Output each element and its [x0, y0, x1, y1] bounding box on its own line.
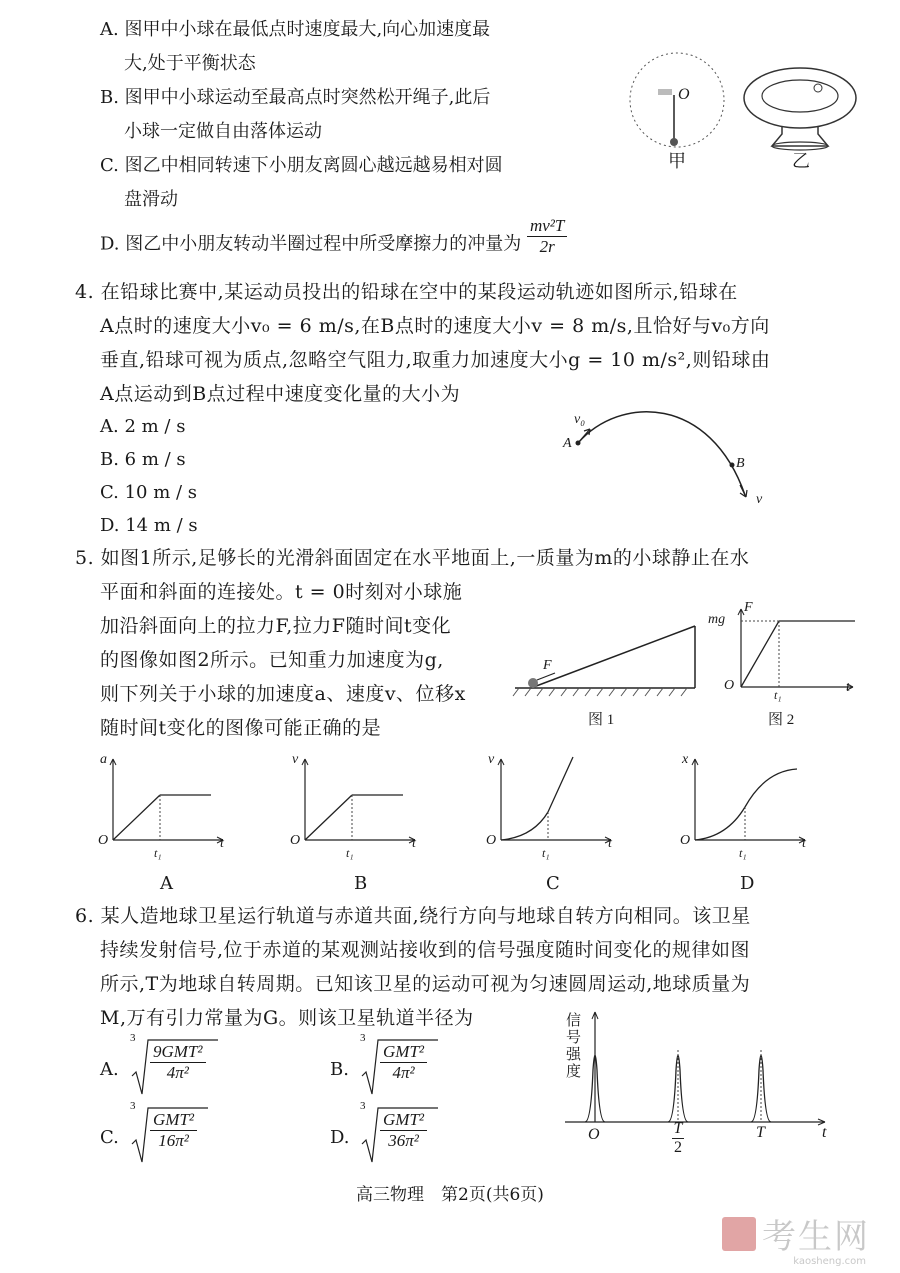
- q5-graph-b-t1: t₁: [346, 846, 354, 860]
- q4-trajectory-figure: [560, 405, 780, 515]
- q5-graph-b-origin: O: [290, 833, 301, 848]
- q5-graph-c-ylabel: v: [488, 752, 495, 767]
- watermark-text: 考生网: [762, 1217, 870, 1257]
- q5-graph-d-ylabel: x: [682, 752, 689, 767]
- q5-fig2-label-o: O: [724, 678, 735, 693]
- q5-graph-d-caption: D: [740, 873, 755, 894]
- t-half-numerator: T: [673, 1120, 683, 1137]
- q3-option-d-text: D. 图乙中小朋友转动半圈过程中所受摩擦力的冲量为: [100, 233, 522, 255]
- q5-stem-line5: 则下列关于小球的加速度a、速度v、位移x: [100, 683, 466, 705]
- q5-graph-d-t: t: [802, 836, 806, 851]
- q5-stem-line3: 加沿斜面向上的拉力F,拉力F随时间t变化: [100, 615, 452, 637]
- q4-stem-line4: A点运动到B点过程中速度变化量的大小为: [100, 383, 461, 405]
- root-index: 3: [130, 1032, 136, 1044]
- q5-graph-a-ylabel: a: [100, 752, 107, 767]
- root-index: 3: [360, 1032, 366, 1044]
- root-index: 3: [360, 1100, 366, 1112]
- q4-stem-line1: 4. 在铅球比赛中,某运动员投出的铅球在空中的某段运动轨迹如图所示,铅球在: [75, 281, 738, 303]
- q5-stem-line4: 的图像如图2所示。已知重力加速度为g,: [100, 649, 444, 671]
- q3-figure-label-o: O: [678, 86, 690, 103]
- q5-fig2-label-t: t: [846, 680, 850, 695]
- q6-ylabel: 信号强度: [566, 1011, 582, 1080]
- ball: [670, 138, 678, 146]
- q3-option-a-line1: A. 图甲中小球在最低点时速度最大,向心加速度最: [100, 19, 491, 40]
- q3-option-a-line2: 大,处于平衡状态: [124, 53, 256, 74]
- q5-graph-a-caption: A: [160, 873, 173, 894]
- watermark-logo-icon: [722, 1217, 756, 1251]
- q5-graph-a-t: t: [220, 836, 224, 851]
- q5-graph-b-caption: B: [354, 873, 368, 894]
- q3-option-b-line1: B. 图甲中小球运动至最高点时突然松开绳子,此后: [100, 87, 491, 108]
- root-index: 3: [130, 1100, 136, 1112]
- v-arrow: [740, 485, 747, 497]
- q6-option-b-numerator: GMT²: [380, 1042, 427, 1063]
- q5-graph-b: [297, 757, 427, 857]
- q6-signal-graph: [565, 1010, 835, 1140]
- q5-stem-line2: 平面和斜面的连接处。t = 0时刻对小球施: [100, 581, 463, 603]
- watermark-url: kaosheng.com: [793, 1256, 866, 1267]
- q6-option-d-numerator: GMT²: [380, 1110, 427, 1131]
- q6-option-b-denominator: 4π²: [392, 1063, 415, 1082]
- q5-graph-b-ylabel: v: [292, 752, 299, 767]
- q3-option-b-line2: 小球一定做自由落体运动: [124, 121, 322, 142]
- ball: [528, 678, 538, 688]
- v0-arrow: [578, 429, 590, 443]
- q4-label-b: B: [736, 456, 745, 471]
- q6-option-b-label: B.: [330, 1059, 349, 1080]
- q5-graph-a-t1: t₁: [154, 846, 162, 860]
- trajectory-curve: [578, 412, 745, 495]
- q3-option-d-numerator: mv²T: [527, 216, 567, 237]
- q4-option-d: D. 14 m / s: [100, 515, 198, 536]
- q5-fig2-label-f: F: [744, 600, 753, 615]
- q4-option-a: A. 2 m / s: [100, 416, 186, 437]
- q5-graph-c-t1: t₁: [542, 846, 550, 860]
- q4-stem-line3: 垂直,铅球可视为质点,忽略空气阻力,取重力加速度大小g = 10 m/s²,则铅球由: [100, 349, 771, 371]
- q6-option-a-numerator: 9GMT²: [150, 1042, 206, 1063]
- q5-graph-d-origin: O: [680, 833, 691, 848]
- q5-stem-line1: 5. 如图1所示,足够长的光滑斜面固定在水平地面上,一质量为m的小球静止在水: [75, 547, 750, 569]
- q5-fig2-label-t1: t₁: [774, 688, 782, 702]
- q5-graph-c-caption: C: [546, 873, 560, 894]
- q3-figure-caption-yi: 乙: [792, 151, 810, 172]
- q4-label-a: A: [563, 436, 572, 451]
- q3-option-d: [100, 216, 567, 257]
- q5-graph-a-origin: O: [98, 833, 109, 848]
- q6-label-t-axis: t: [822, 1124, 827, 1141]
- q6-option-c-numerator: GMT²: [150, 1110, 197, 1131]
- q3-option-d-fraction: [527, 216, 567, 257]
- q6-label-t-period: T: [756, 1124, 765, 1141]
- q5-graph-d: [687, 757, 817, 857]
- page-footer: 高三物理 第2页(共6页): [356, 1185, 544, 1205]
- force-arrow: [537, 673, 555, 680]
- q3-option-d-denominator: 2r: [539, 237, 555, 256]
- q6-option-d-label: D.: [330, 1127, 350, 1148]
- q6-option-a-label: A.: [100, 1059, 119, 1080]
- watermark: [722, 1209, 870, 1258]
- q5-stem-line6: 随时间t变化的图像可能正确的是: [100, 717, 382, 739]
- q4-option-c: C. 10 m / s: [100, 482, 198, 503]
- t-half-denominator: 2: [674, 1139, 682, 1156]
- q5-fig2-label-mg: mg: [708, 612, 726, 627]
- q5-graph-a: [105, 757, 235, 857]
- q6-stem-line1: 6. 某人造地球卫星运行轨道与赤道共面,绕行方向与地球自转方向相同。该卫星: [75, 905, 751, 927]
- q5-graph-c-t: t: [608, 836, 612, 851]
- q6-stem-line2: 持续发射信号,位于赤道的某观测站接收到的信号强度随时间变化的规律如图: [100, 939, 751, 961]
- q5-graph-c-origin: O: [486, 833, 497, 848]
- q6-option-c-label: C.: [100, 1127, 119, 1148]
- q3-option-c-line1: C. 图乙中相同转速下小朋友离圆心越远越易相对圆: [100, 155, 503, 176]
- q3-figure-caption-jia: 甲: [668, 151, 686, 172]
- q3-option-c-line2: 盘滑动: [124, 189, 178, 210]
- q5-graph-d-t1: t₁: [739, 846, 747, 860]
- q6-option-a-denominator: 4π²: [166, 1063, 189, 1082]
- q5-graph-c: [493, 757, 623, 857]
- q4-option-b: B. 6 m / s: [100, 449, 186, 470]
- q6-option-d-denominator: 36π²: [388, 1131, 419, 1150]
- q3-figure-jia: [630, 55, 710, 195]
- q6-stem-line4: M,万有引力常量为G。则该卫星轨道半径为: [100, 1007, 474, 1029]
- child-figure: [814, 84, 822, 92]
- pivot-mount: [658, 89, 672, 95]
- q5-graph-b-t: t: [412, 836, 416, 851]
- q6-stem-line3: 所示,T为地球自转周期。已知该卫星的运动可视为匀速圆周运动,地球质量为: [100, 973, 751, 995]
- q5-figure-1-caption: 图 1: [588, 712, 615, 728]
- q4-label-v: v: [756, 492, 763, 507]
- point-b: [730, 463, 735, 468]
- q4-label-v0: v₀: [574, 412, 586, 427]
- q6-option-c-denominator: 16π²: [158, 1131, 189, 1150]
- q5-fig1-label-f: F: [543, 658, 552, 673]
- q6-label-o: O: [588, 1126, 600, 1143]
- q4-stem-line2: A点时的速度大小v₀ = 6 m/s,在B点时的速度大小v = 8 m/s,且恰好与v₀方向: [100, 315, 770, 337]
- q6-label-t-half: [672, 1120, 684, 1157]
- q5-figure-2-caption: 图 2: [768, 712, 795, 728]
